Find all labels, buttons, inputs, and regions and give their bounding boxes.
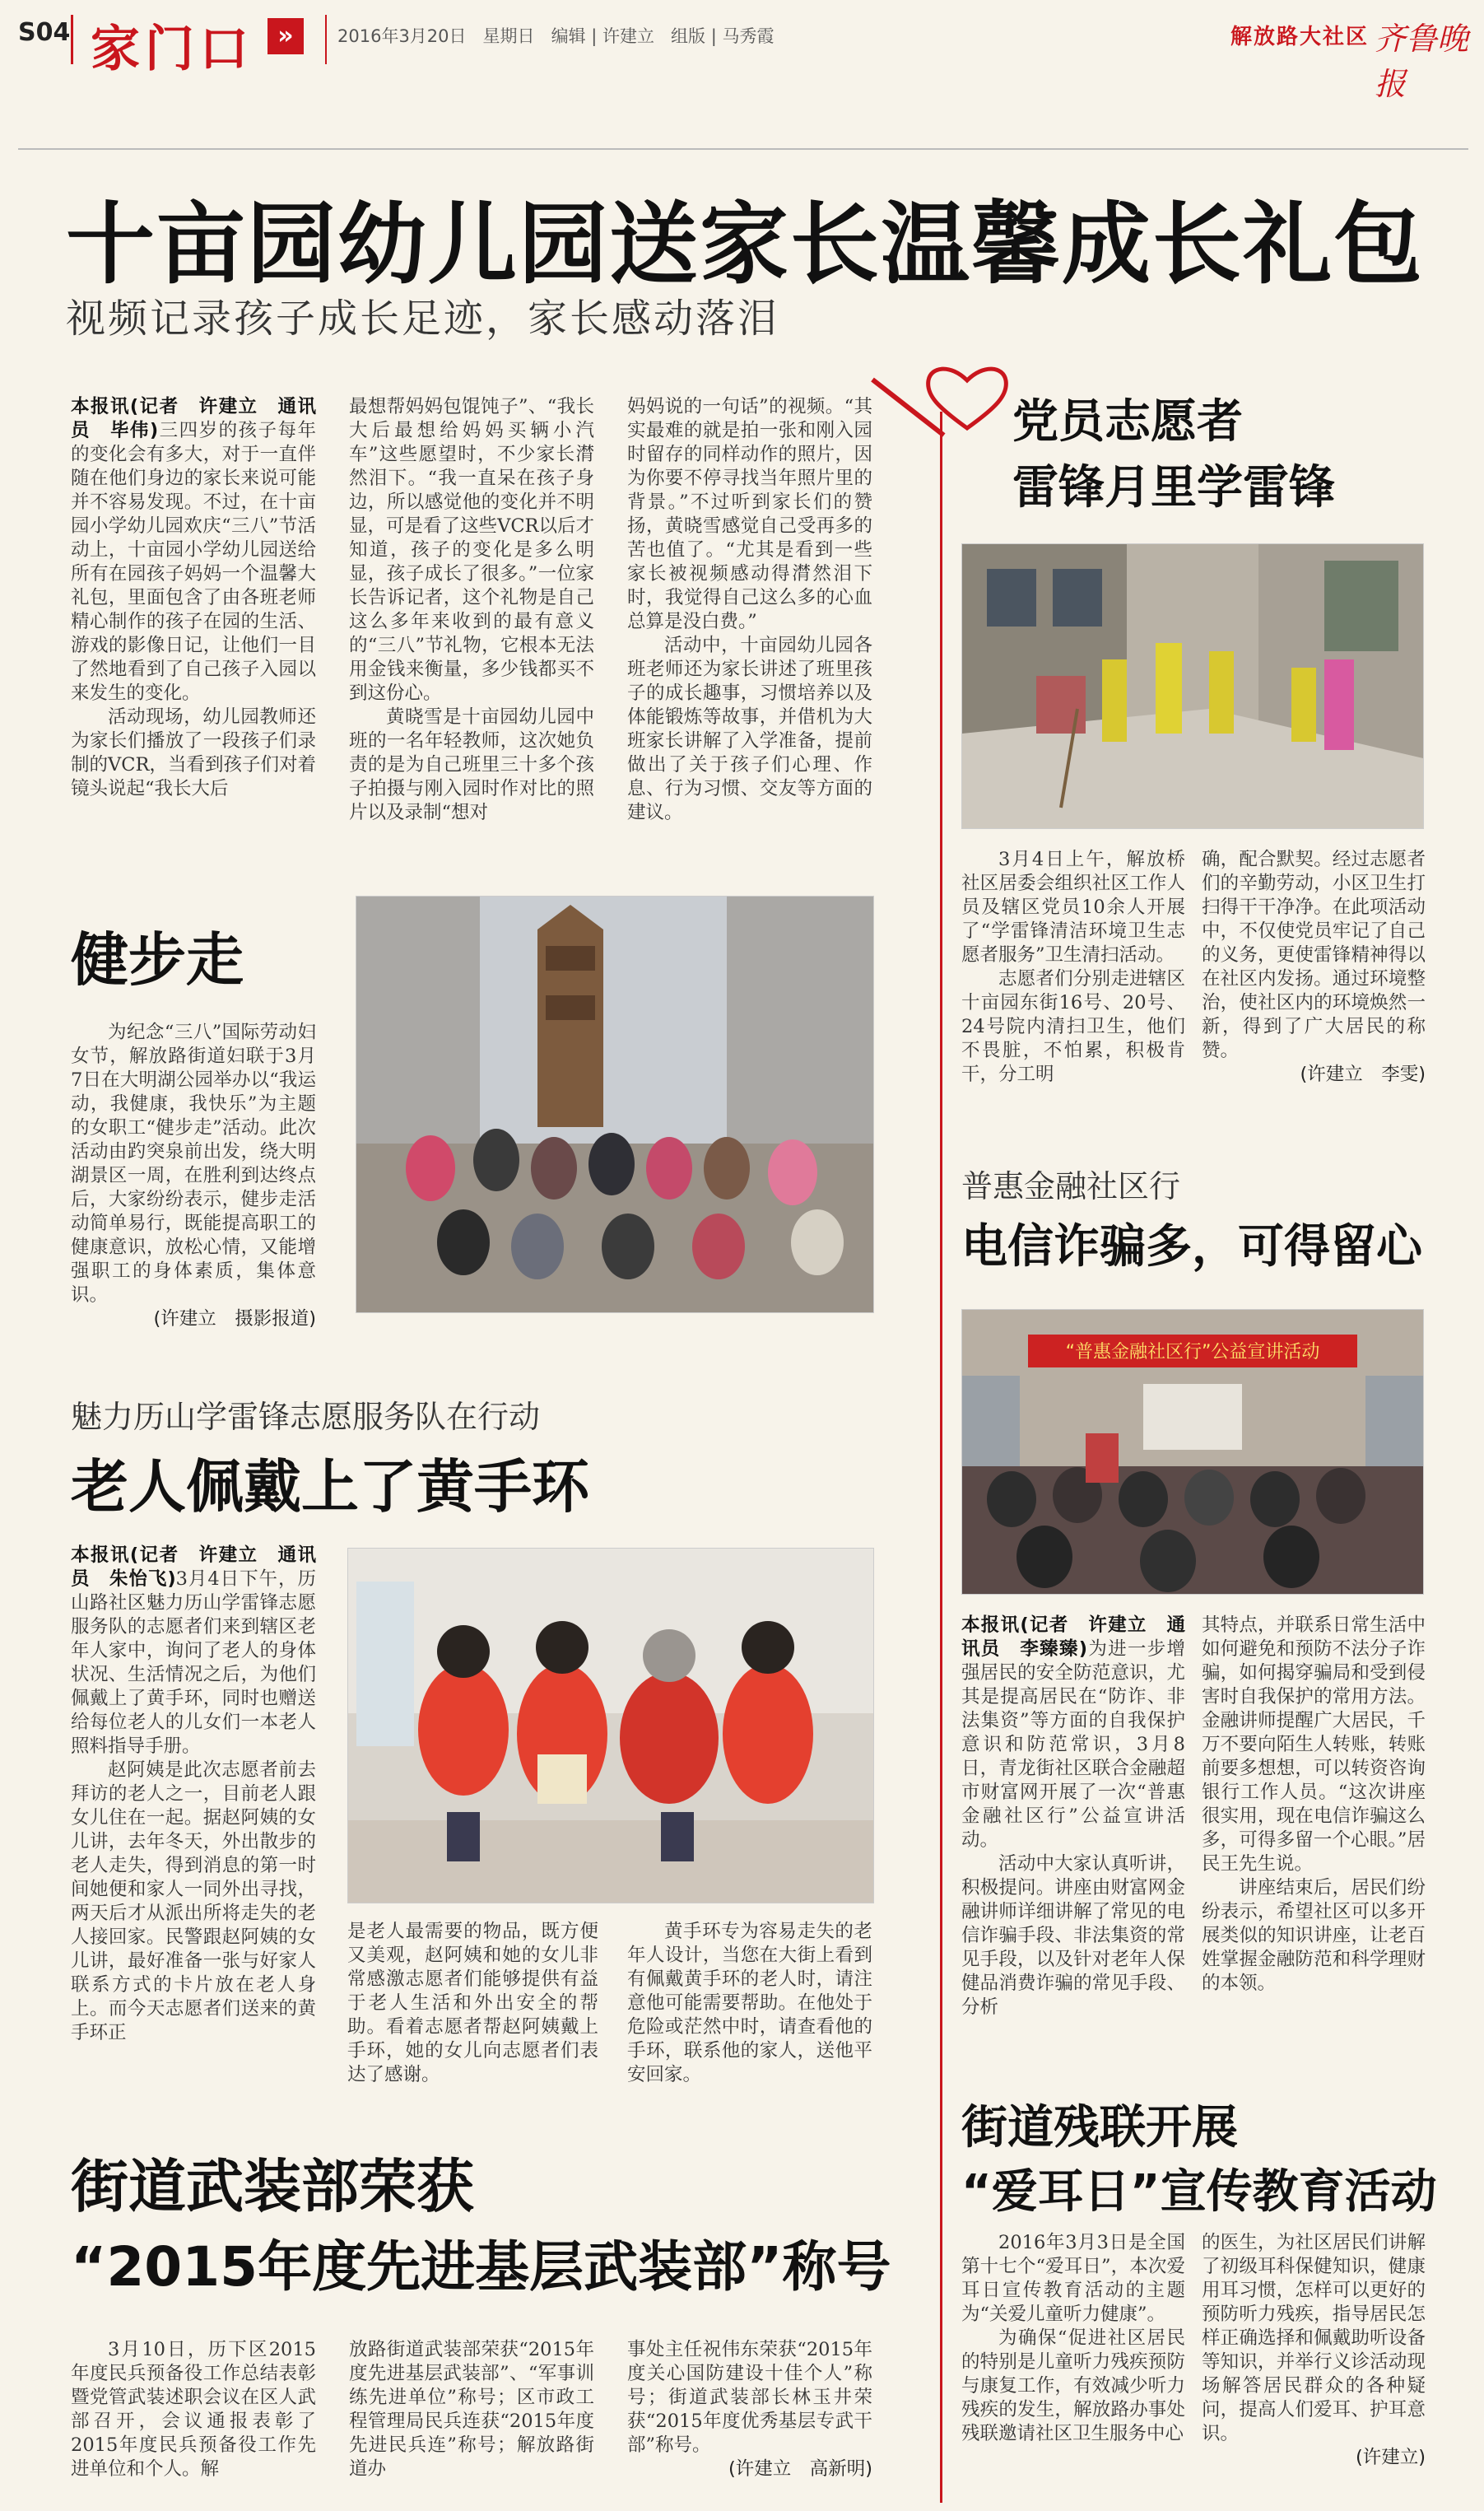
bracelet-column-3 [627,1920,872,2109]
byline: 本报讯(记者 许建立 通讯员 毕伟) [71,396,316,441]
paragraph: 2016年3月3日是全国第十七个“爱耳日”，本次爱耳日宣传教育活动的主题为“关爱儿童听力健康”。 [961,2232,1185,2325]
paragraph: 活动中大家认真听讲，积极提问。讲座由财富网金融讲师详细讲解了常见的电信诈骗手段、非法集资的常见手段，以及针对老年人保健品消费诈骗的常见手段、分析 [961,1853,1185,2018]
armed-headline-1: 街道武装部荣获 [71,2153,474,2220]
ear-headline-1: 街道残联开展 [961,2101,1238,2155]
paragraph: 放路街道武装部荣获“2015年度先进基层武装部”、“军事训练先进单位”称号；区市政工程管理局民兵连获“2015年度先进民兵连”称号；解放路街道办 [349,2339,594,2480]
column-divider [940,412,942,2503]
page-number: S04 [18,18,71,47]
walk-headline: 健步走 [71,926,244,994]
paragraph: 最想帮妈妈包馄饨子”、“我长大后最想给妈妈买辆小汽车”这些愿望时，不少家长潸然泪下。“我一直呆在孩子身边，所以感觉他的变化并不明显，可是看了这些VCR以后才知道，孩子的变化是多么明显，孩子成长了很多。”一位家长告诉记者，这个礼物是自己这么多年来收到的最有意义的“三八”节礼物，它根本无法用金钱来衡量，多少钱都买不到这份心。 [349,396,594,704]
credit: (许建立 高新明) [728,2458,872,2480]
double-chevron-icon: » [267,18,304,54]
paragraph: 讲座结束后，居民们纷纷表示，希望社区可以多开展类似的知识讲座，让老百姓掌握金融防范和科学理财的本领。 [1202,1877,1426,1994]
walk-column [71,1021,316,1350]
bracelet-headline: 老人佩戴上了黄手环 [71,1453,589,1521]
paragraph: 妈妈说的一句话”的视频。“其实最难的就是拍一张和刚入园时留存的同样动作的照片，因为你要不停寻找当年照片里的背景。”不过听到家长们的赞扬，黄晓雪感觉自己受再多的苦也值了。“尤其是看到一些家长被视频感动得潸然泪下时，我觉得自己这么多的心血总算是没白费。” [627,396,872,632]
paragraph: 3月10日，历下区2015年度民兵预备役工作总结表彰暨党管武装述职会议在区人武部召开，会议通报表彰了2015年度民兵预备役工作先进单位和个人。解 [71,2339,316,2480]
banner-text: “普惠金融社区行”公益宣讲活动 [1065,1342,1320,1363]
paragraph: 活动中，十亩园幼儿园各班老师还为家长讲述了班里孩子的成长趣事，习惯培养以及体能锻炼等故事，并借机为大班家长讲解了入学准备，提前做出了关于孩子们心理、作息、行为习惯、交友等方面的建议。 [627,635,872,823]
ear-headline-2: “爱耳日”宣传教育活动 [961,2165,1437,2219]
volunteer-column-2 [1202,848,1426,1128]
armed-column-2 [349,2338,594,2503]
paragraph: 三四岁的孩子每年的变化会有多大，对于一直伴随在他们身边的家长来说可能并不容易发现。不过，在十亩园小学幼儿园欢庆“三八”节活动上，十亩园小学幼儿园送给所有在园孩子妈妈一个温馨大礼包，里面包含了由各班老师精心制作的孩子在园的生活、游戏的影像日记，让他们一目了然地看到了自己孩子入园以来发生的变化。 [71,420,316,704]
armed-column-1 [71,2338,316,2503]
main-headline: 十亩园幼儿园送家长温馨成长礼包 [66,193,1425,296]
fraud-kicker: 普惠金融社区行 [961,1168,1181,1204]
byline: 本报讯(记者 许建立 通讯员 朱怡飞) [71,1544,316,1590]
header-rule [18,148,1468,150]
ear-column-2 [1202,2231,1426,2503]
main-column-3 [627,395,872,840]
volunteer-headline-2: 雷锋月里学雷锋 [1012,461,1335,515]
district-label: 解放路大社区 [1230,25,1370,49]
header-divider-2 [325,15,327,64]
byline: 本报讯(记者 许建立 通讯员 李臻臻) [961,1614,1185,1660]
fraud-column-2 [1202,1614,1426,2025]
paragraph: 是老人最需要的物品，既方便又美观，赵阿姨和她的女儿非常感激志愿者们能够提供有益于老人生活和外出安全的帮助。看着志愿者帮赵阿姨戴上手环，她的女儿向志愿者们表达了感谢。 [347,1921,598,2085]
ear-column-1 [961,2231,1185,2503]
paragraph: 黄晓雪是十亩园幼儿园中班的一名年轻教师，这次她负责的是为自己班里三十多个孩子拍摄与刚入园时作对比的照片以及录制“想对 [349,706,594,823]
paragraph: 为确保“促进社区居民的特别是儿童听力残疾预防与康复工作，有效减少听力残疾的发生，解放路办事处残联邀请社区卫生服务中心 [961,2327,1185,2444]
fraud-headline: 电信诈骗多，可得留心 [961,1220,1422,1274]
credit: (许建立 摄影报道) [153,1308,316,1330]
armed-headline-2: “2015年度先进基层武装部”称号 [71,2235,891,2299]
paragraph: 黄手环专为容易走失的老年人设计，当您在大街上看到有佩戴黄手环的老人时，请注意他可能需要帮助。在他处于危险或茫然中时，请查看他的手环，联系他的家人，送他平安回家。 [627,1921,872,2085]
header-divider [71,15,73,64]
section-name: 家门口 [91,21,254,78]
paragraph: 3月4日上午，解放桥社区居委会组织社区工作人员及辖区党员10余人开展了“学雷锋清洁环境卫生志愿者服务”卫生清扫活动。 [961,849,1185,966]
paragraph: 事处主任祝伟东荣获“2015年度关心国防建设十佳个人”称号；街道武装部长林玉井荣获“2015年度优秀基层专武干部”称号。 [627,2339,872,2456]
paragraph: 其特点，并联系日常生活中如何避免和预防不法分子诈骗，如何揭穿骗局和受到侵害时自我保护的常用方法。金融讲师提醒广大居民，千万不要向陌生人转账，转账前要多想想，可以转资咨询银行工作人员。“这次讲座很实用，现在电信诈骗这么多，可得多留一个心眼。”居民王先生说。 [1202,1614,1426,1875]
bracelet-column-1 [71,1544,316,2087]
bracelet-photo [347,1548,874,1903]
volunteer-column-1 [961,848,1185,1120]
paragraph: 3月4日下午，历山路社区魅力历山学雷锋志愿服务队的志愿者们来到辖区老年人家中，询问了老人的身体状况、生活情况之后，为他们佩戴上了黄手环，同时也赠送给每位老人的儿女们一本老人照料指导手册。 [71,1568,316,1757]
credit: (许建立) [1355,2447,1426,2468]
paragraph: 确，配合默契。经过志愿者们的辛勤劳动，小区卫生打扫得干干净净。在此项活动中，不仅使党员牢记了自己的义务，更使雷锋精神得以在社区内发扬。通过环境整治，使社区内的环境焕然一新，得到了广大居民的称赞。 [1202,849,1426,1061]
main-column-1 [71,395,316,840]
paragraph: 赵阿姨是此次志愿者前去拜访的老人之一，目前老人跟女儿住在一起。据赵阿姨的女儿讲，去年冬天，外出散步的老人走失，得到消息的第一时间她便和家人一同外出寻找，两天后才从派出所将走失的老人接回家。民警跟赵阿姨的女儿讲，最好准备一张与好家人联系方式的卡片放在老人身上。而今天志愿者们送来的黄手环正 [71,1759,316,2043]
fraud-column-1 [961,1614,1185,2025]
heart-icon [922,362,1012,436]
issue-meta: 2016年3月20日 星期日 编辑 | 许建立 组版 | 马秀霞 [337,26,775,46]
newspaper-logo: 齐鲁晚报 [1375,21,1469,102]
armed-column-3 [627,2338,872,2503]
volunteer-photo [961,543,1424,829]
bracelet-column-2 [347,1920,598,2109]
bracelet-kicker: 魅力历山学雷锋志愿服务队在行动 [71,1399,541,1435]
fraud-photo [961,1309,1424,1595]
credit: (许建立 李雯) [1300,1064,1426,1085]
volunteer-headline-1: 党员志愿者 [1012,395,1243,449]
paragraph: 为进一步增强居民的安全防范意识，尤其是提高居民在“防诈、非法集资”等方面的自我保护意识和防范常识，3月8日，青龙街社区联合金融超市财富网开展了一次“普惠金融社区行”公益宣讲活动。 [961,1638,1185,1851]
walk-photo [356,896,874,1313]
main-column-2 [349,395,594,840]
paragraph: 志愿者们分别走进辖区十亩园东街16号、20号、24号院内清扫卫生，他们不畏脏，不怕累，积极肯干，分工明 [961,968,1185,1085]
paragraph: 活动现场，幼儿园教师还为家长们播放了一段孩子们录制的VCR，当看到孩子们对着镜头说起“我长大后 [71,706,316,799]
main-subheadline: 视频记录孩子成长足迹，家长感动落泪 [66,296,780,342]
paragraph: 为纪念“三八”国际劳动妇女节，解放路街道妇联于3月7日在大明湖公园举办以“我运动，我健康，我快乐”为主题的女职工“健步走”活动。此次活动由趵突泉前出发，绕大明湖景区一周，在胜利到达终点后，大家纷纷表示，健步走活动简单易行，既能提高职工的健康意识，放松心情，又能增强职工的身体素质，集体意识。 [71,1022,316,1306]
paragraph: 的医生，为社区居民们讲解了初级耳科保健知识，健康用耳习惯，怎样可以更好的预防听力残疾，指导居民怎样正确选择和佩戴助听设备等知识，并举行义诊活动现场解答居民群众的各种疑问，提高人们爱耳、护耳意识。 [1202,2232,1426,2444]
